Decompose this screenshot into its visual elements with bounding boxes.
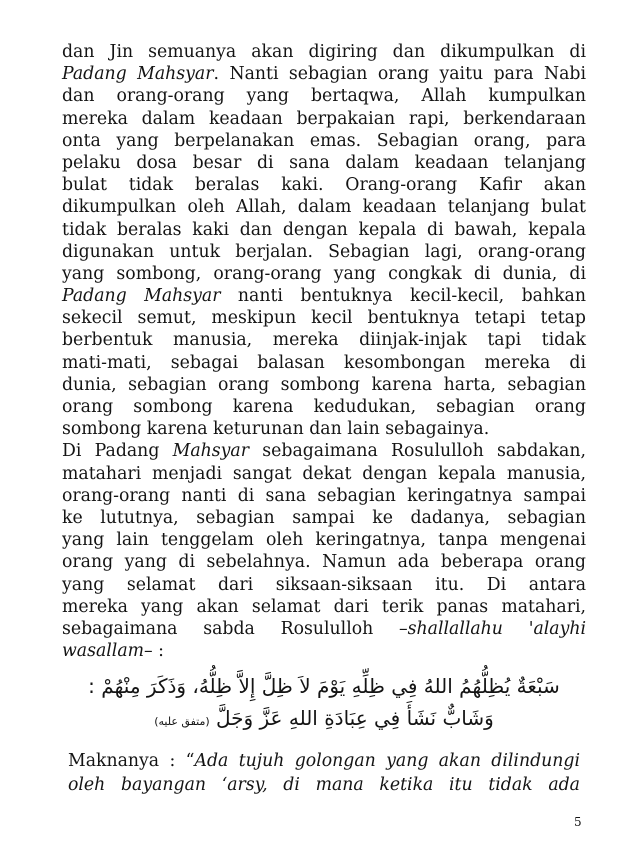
line-text: sebagaimana sabda Rosululloh –: [62, 618, 408, 639]
line-text: pelaku dosa besar di sana dalam keadaan telanjang: [62, 152, 586, 173]
italic-term: Padang Mahsyar: [62, 286, 221, 307]
italic-term: shallallahu 'alayhi: [407, 618, 586, 639]
line-text: ke lututnya, sebagian sampai ke dadanya, sebagian: [62, 507, 586, 528]
line-text: yang lain tenggelam oleh keringatnya, tanpa mengenai: [62, 530, 586, 551]
body-line: [62, 196, 586, 218]
body-line: [62, 618, 586, 640]
line-text: yang selamat dari siksaan-siksaan itu. Di antara: [62, 574, 586, 595]
body-line: [62, 640, 586, 662]
body-line: [62, 85, 586, 107]
meaning-text: Ada tujuh golongan yang akan dilindungi: [194, 751, 580, 771]
body-line: [62, 551, 586, 573]
body-line: [62, 463, 586, 485]
line-text: dunia, sebagian orang sombong karena harta, sebagian: [62, 374, 586, 395]
line-text: sekecil semut, meskipun kecil bentuknya tetapi tetap: [62, 308, 586, 329]
body-line: [62, 418, 586, 440]
line-text: bulat tidak beralas kaki. Orang-orang Kafir akan: [62, 175, 586, 196]
line-text: mereka yang akan selamat dari terik panas matahari,: [62, 596, 586, 617]
meaning-line: [68, 773, 580, 797]
line-text: nanti bentuknya kecil-kecil, bahkan: [220, 286, 586, 307]
body-line: [62, 174, 586, 196]
italic-term: Padang Mahsyar: [62, 64, 214, 85]
line-text: dan orang-orang yang bertaqwa, Allah kumpulkan: [62, 86, 586, 107]
body-text: [62, 41, 586, 662]
body-line: [62, 241, 586, 263]
body-line: [62, 574, 586, 596]
line-text: tidak beralas kaki dan dengan kepala di bawah, kepala: [62, 219, 586, 240]
hadith-line-1: سَبْعَةٌ يُظِلُّهُمُ اللهُ فِي ظِلِّهِ يَوْمَ لاَ ظِلَّ إِلاَّ ظِلُّهُ، وَذَكَرَ مِنْهُمْ :: [88, 674, 560, 698]
body-line: [62, 263, 586, 285]
line-text: berbentuk manusia, mereka diinjak-injak tapi tidak: [62, 330, 586, 351]
body-line: [62, 307, 586, 329]
body-line: [62, 529, 586, 551]
line-text: orang sombong karena kedudukan, sebagian orang: [62, 397, 586, 417]
body-line: [62, 41, 586, 63]
body-line: [62, 219, 586, 241]
hadith-line-2: [62, 702, 586, 734]
line-text: – :: [144, 641, 164, 662]
hadith-source: (متفق عليه): [154, 715, 210, 728]
body-line: [62, 440, 586, 462]
body-line: [62, 130, 586, 152]
body-line: [62, 507, 586, 529]
line-text: orang yang di sebelahnya. Namun ada beberapa orang: [62, 552, 586, 573]
line-text: mati-mati, sebagai balasan kesombongan mereka di: [62, 352, 586, 373]
meaning-label: Maknanya : “: [68, 751, 195, 771]
body-line: [62, 329, 586, 351]
body-line: [62, 352, 586, 374]
hadith-arabic: [62, 670, 586, 734]
body-line: [62, 374, 586, 396]
italic-term: wasallam: [62, 641, 145, 662]
line-text: onta yang berpelanakan emas. Sebagian orang, para: [62, 130, 586, 151]
line-text: dikumpulkan oleh Allah, dalam keadaan telanjang bulat: [62, 197, 586, 218]
line-text: matahari menjadi sangat dekat dengan kepala manusia,: [62, 463, 586, 484]
line-text: sebagaimana Rosululloh sabdakan,: [249, 441, 586, 462]
line-text: Di Padang: [62, 441, 173, 462]
italic-term: Mahsyar: [172, 441, 249, 462]
meaning-line: [68, 749, 580, 773]
body-line: [62, 396, 586, 418]
body-line: [62, 596, 586, 618]
body-line: [62, 63, 586, 85]
hadith-text: وَشَابٌّ نَشَأَ فِي عِبَادَةِ اللهِ عَزَّ وَجَلَّ: [216, 706, 494, 730]
meaning-text: oleh bayangan ‘arsy, di mana ketika itu tidak ada: [68, 775, 580, 795]
line-text: digunakan untuk berjalan. Sebagian lagi, orang-orang: [62, 241, 586, 262]
body-line: [62, 152, 586, 174]
body-line: [62, 285, 586, 307]
line-text: . Nanti sebagian orang yaitu para Nabi: [213, 64, 587, 85]
meaning-block: [68, 749, 580, 797]
page-number: 5: [574, 815, 582, 829]
line-text: mereka dalam keadaan berpakaian rapi, berkendaraan: [62, 108, 586, 129]
line-text: yang sombong, orang-orang yang congkak di dunia, di: [62, 263, 586, 284]
body-line: [62, 485, 586, 507]
line-text: orang-orang nanti di sana sebagian keringatnya sampai: [62, 485, 586, 506]
line-text: sombong karena keturunan dan lain sebagainya.: [62, 419, 490, 440]
body-line: [62, 108, 586, 130]
line-text: dan Jin semuanya akan digiring dan dikumpulkan di: [62, 42, 586, 62]
